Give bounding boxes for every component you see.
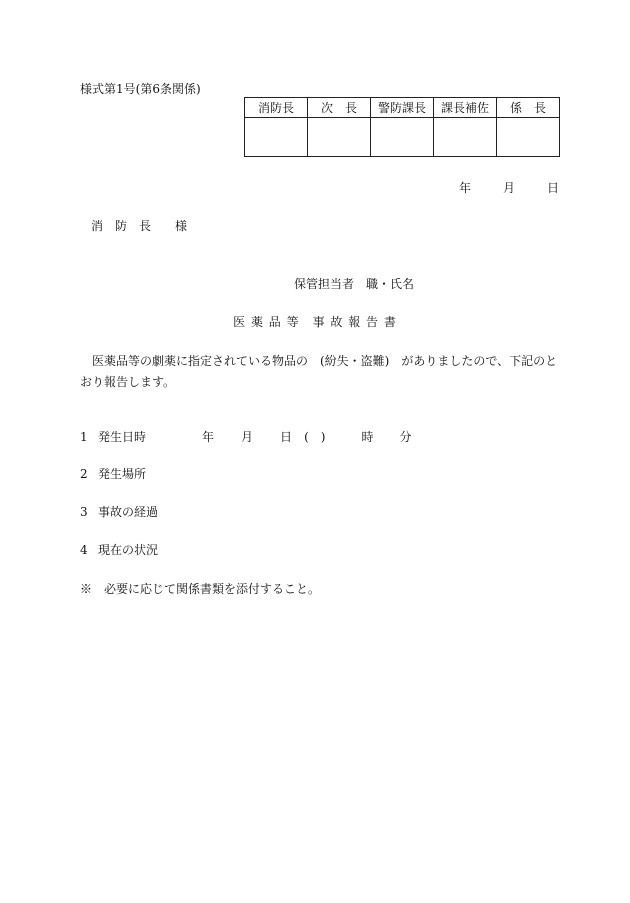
approval-header-deputy-chief: 次 長: [308, 98, 371, 118]
occurrence-weekday: ( ): [304, 430, 326, 444]
approval-stamp-table: [244, 97, 560, 157]
approval-header-assistant-section-chief: 課長補佐: [434, 98, 497, 118]
item-number: 3: [80, 505, 88, 519]
item-occurrence-place: [80, 467, 146, 481]
approval-stamp-cell: [245, 118, 308, 157]
item-number: 2: [80, 467, 88, 481]
report-date-year: 年: [458, 181, 471, 195]
approval-header-subsection-chief: 係 長: [497, 98, 560, 118]
item-occurrence-datetime: [80, 430, 411, 444]
approval-stamp-cell: [371, 118, 434, 157]
item-current-status: [80, 543, 158, 557]
item-label: 発生日時: [98, 430, 147, 444]
report-body-text: 医薬品等の劇薬に指定されている物品の (紛失・盗難) がありましたので、下記のとおり報告します。: [80, 354, 558, 389]
item-incident-course: [80, 505, 158, 519]
approval-stamp-cell: [497, 118, 560, 157]
form-number: 様式第1号(第6条関係): [80, 82, 201, 96]
attachment-note: ※ 必要に応じて関係書類を添付すること。: [80, 582, 321, 596]
report-date: [459, 181, 559, 195]
item-number: 1: [80, 430, 88, 444]
addressee: 消 防 長 様: [91, 219, 188, 233]
approval-header-fire-chief: 消防長: [245, 98, 308, 118]
occurrence-hour: 時: [361, 430, 374, 444]
item-number: 4: [80, 543, 88, 557]
report-date-month: 月: [502, 181, 515, 195]
report-date-day: 日: [546, 181, 559, 195]
approval-stamp-cell: [308, 118, 371, 157]
document-title: 医 薬 品 等 事 故 報 告 書: [233, 315, 397, 329]
item-label: 事故の経過: [98, 505, 159, 519]
occurrence-day: 日: [280, 430, 293, 444]
item-label: 発生場所: [98, 467, 147, 481]
custodian-name-line: 保管担当者 職・氏名: [294, 277, 415, 291]
occurrence-minute: 分: [399, 430, 412, 444]
occurrence-year: 年: [202, 430, 215, 444]
item-label: 現在の状況: [98, 543, 159, 557]
approval-header-defense-section-chief: 警防課長: [371, 98, 434, 118]
occurrence-month: 月: [241, 430, 254, 444]
approval-stamp-cell: [434, 118, 497, 157]
